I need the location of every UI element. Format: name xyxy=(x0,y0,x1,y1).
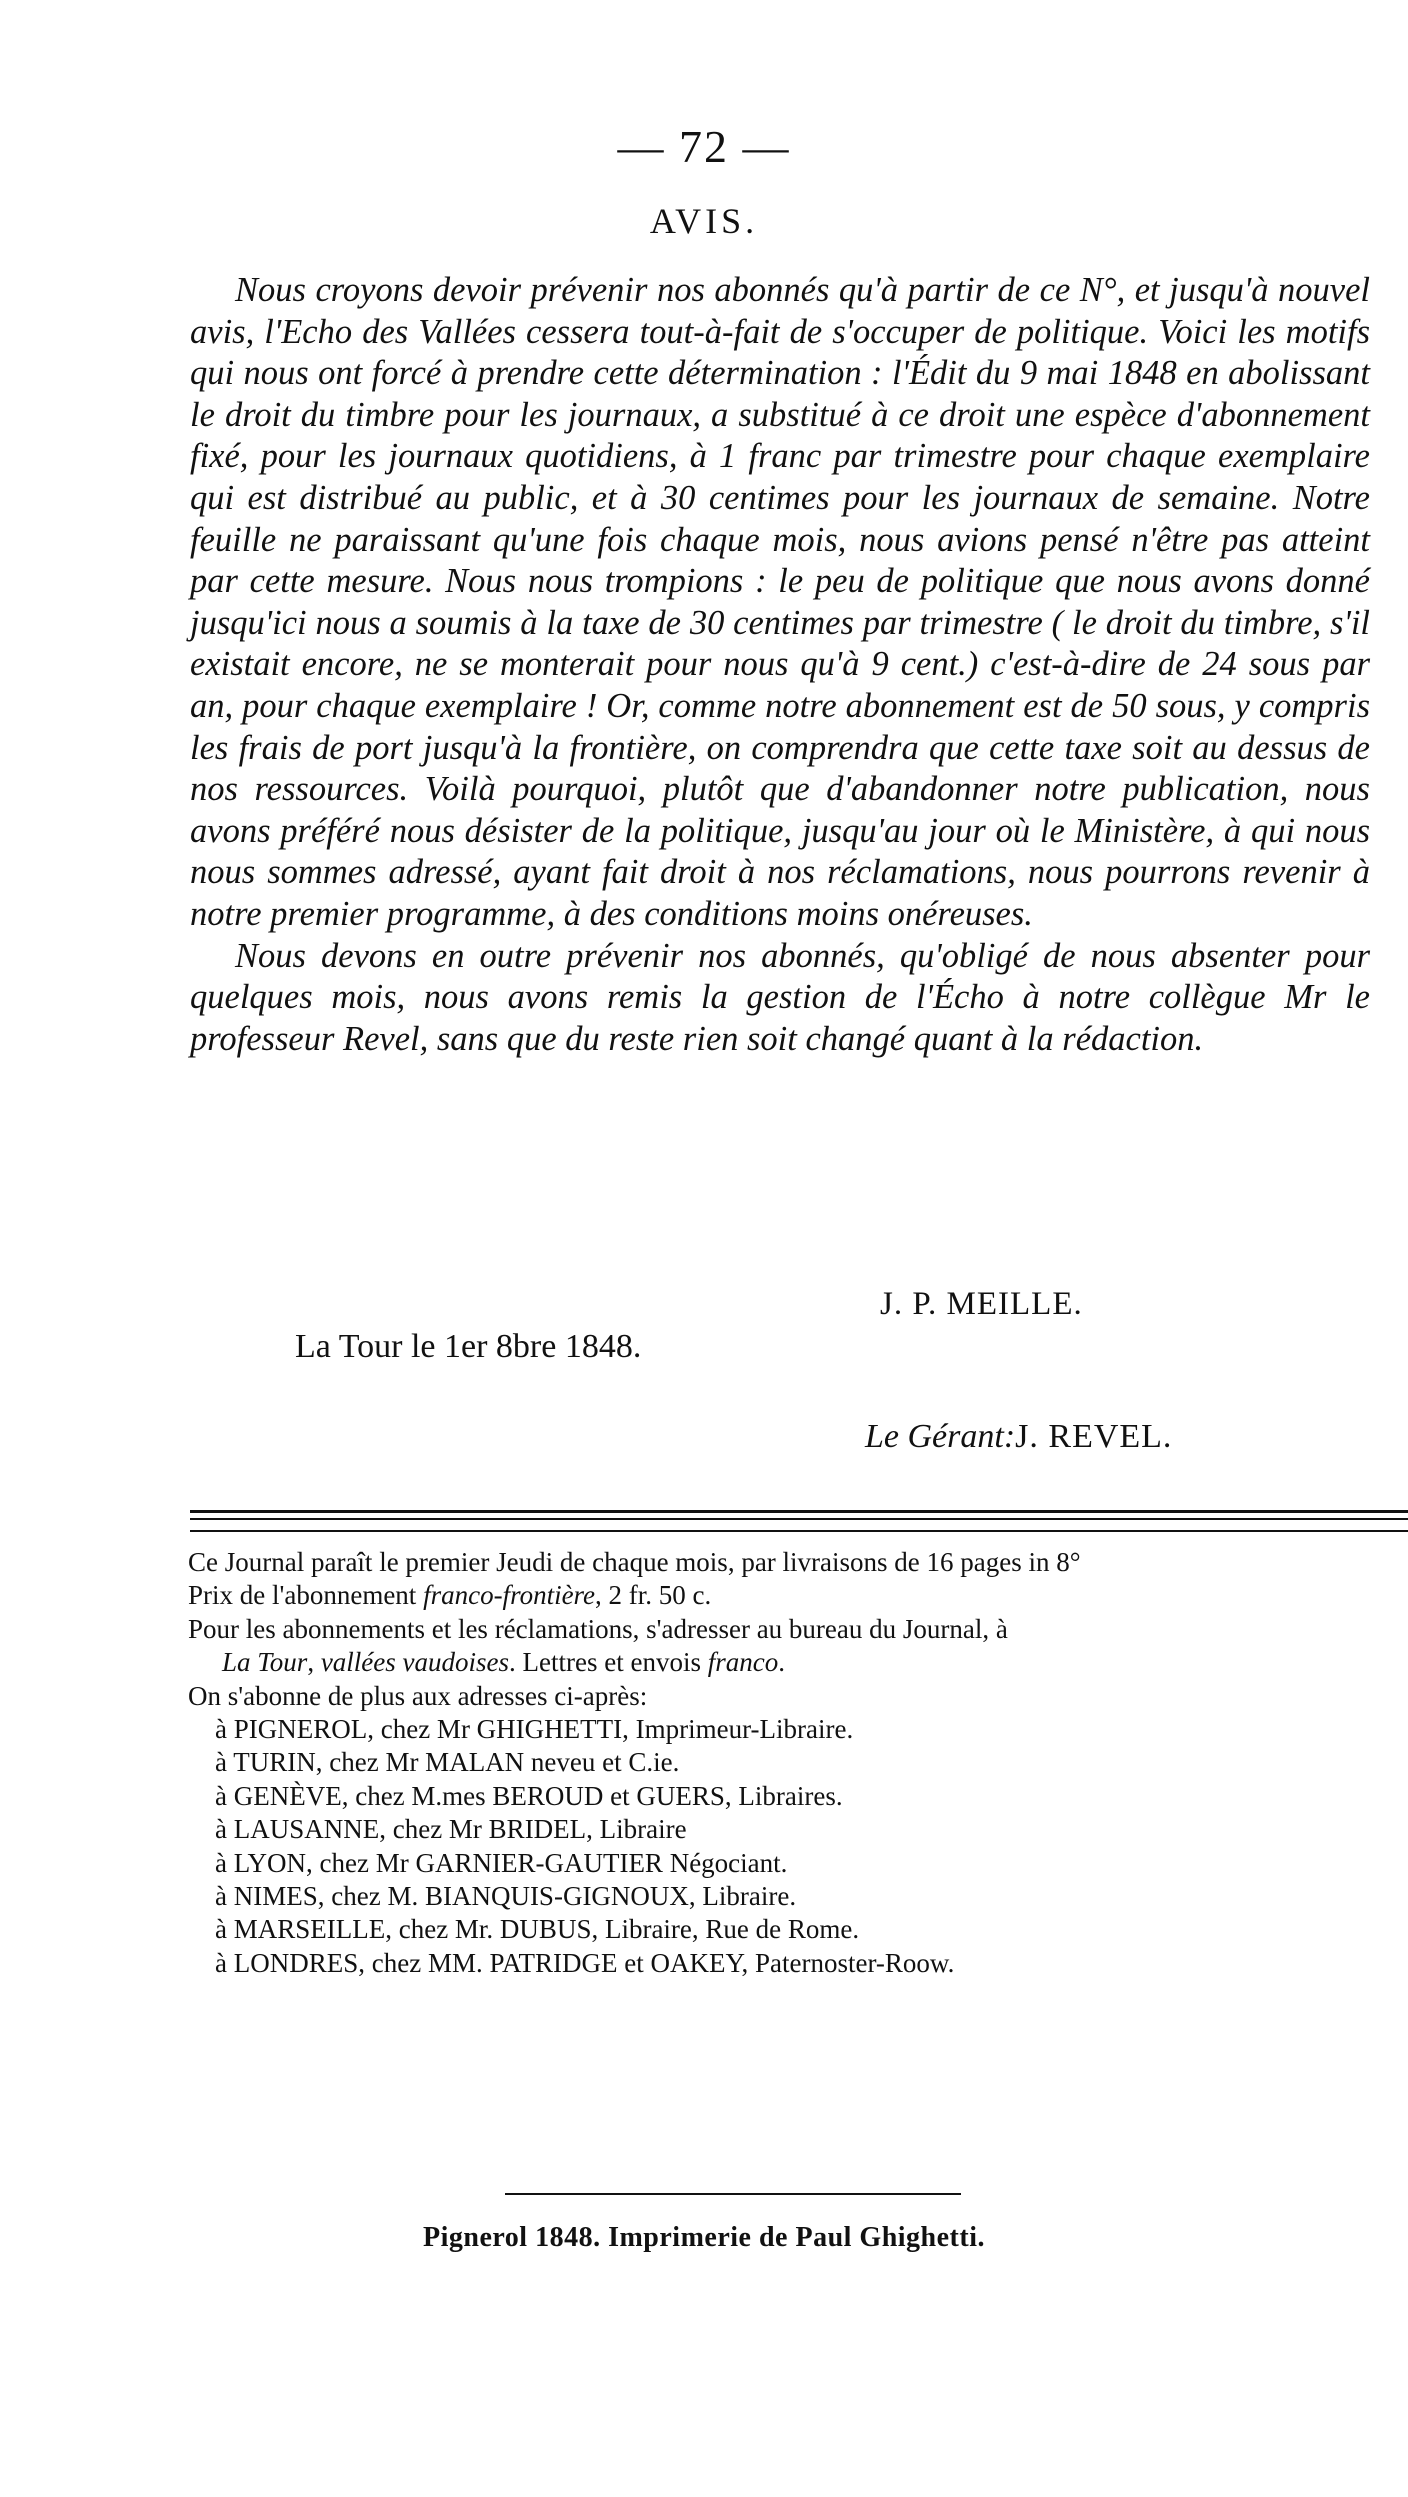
place-vallees: vallées vaudoises xyxy=(320,1647,510,1678)
period: . xyxy=(778,1647,785,1678)
price-prefix: Prix de l'abonnement xyxy=(188,1580,424,1611)
address-item: à NIMES, chez M. BIANQUIS-GIGNOUX, Libraire. xyxy=(215,1881,797,1912)
paragraph-2: Nous devons en outre prévenir nos abonnés, qu'obligé de nous absenter pour quelques mois, nous avons remis la gestion de l'Écho à notre collègue Mr le professeur Revel, sans que du reste rien soit changé quant à la rédaction. xyxy=(190,936,1370,1058)
address-item: à LAUSANNE, chez Mr BRIDEL, Libraire xyxy=(215,1814,687,1845)
notice-line-1: Ce Journal paraît le premier Jeudi de chaque mois, par livraisons de 16 pages in 8° xyxy=(188,1547,1081,1577)
printer-footer: Pignerol 1848. Imprimerie de Paul Ghighetti. xyxy=(423,2222,985,2253)
address-item: à LONDRES, chez MM. PATRIDGE et OAKEY, Paternoster-Roow. xyxy=(215,1947,955,1978)
notice-line-5: On s'abonne de plus aux adresses ci-après: xyxy=(188,1680,648,1711)
address-item: à GENÈVE, chez M.mes BEROUD et GUERS, Libraires. xyxy=(215,1780,843,1811)
price-franco-frontiere: franco-frontière xyxy=(423,1580,596,1611)
gerant-name: J. REVEL. xyxy=(1015,1418,1173,1455)
gerant-label: Le Gérant: xyxy=(865,1418,1016,1455)
paragraph-1: Nous croyons devoir prévenir nos abonnés qu'à partir de ce N°, et jusqu'à nouvel avis, l'Echo des Vallées cessera tout-à-fait de s'occuper de politique. Voici les motifs qui nous ont forcé à prendre cette détermination : l'Édit du 9 mai 1848 en abolissant le droit du timbre pour les journaux, a substitué à ce droit une espèce d'abonnement fixé, pour les journaux quotidiens, à 1 franc par trimestre pour chaque exemplaire qui est distribué au public, et à 30 centimes pour les journaux de semaine. Notre feuille ne paraissant qu'une fois chaque mois, nous avions pensé n'être pas atteint par cette mesure. Nous nous trompions : le peu de politique que nous avons donné jusqu'ici nous a soumis à la taxe de 30 centimes par trimestre ( le droit du timbre, s'il existait encore, ne se monterait pour nous qu'à 9 cent.) c'est-à-dire de 24 sous par an, pour chaque exemplaire ! Or, comme notre abonnement est de 50 sous, y compris les frais de port jusqu'à la frontière, on comprendra que cette taxe soit au dessus de nos ressources. Voilà pourquoi, plutôt que d'abandonner notre publication, nous avons préféré nous désister de la politique, jusqu'au jour où le Ministère, à qui nous nous sommes adressé, ayant fait droit à nos réclamations, nous pourrons revenir à notre premier programme, à des conditions moins onéreuses. xyxy=(190,271,1370,933)
letters-text: . Lettres et envois xyxy=(509,1647,708,1678)
notice-line-2 xyxy=(188,1579,1408,1612)
author-signature: J. P. MEILLE. xyxy=(880,1286,1083,1322)
notice-line-3: Pour les abonnements et les réclamations, s'adresser au bureau du Journal, à xyxy=(188,1613,1008,1644)
address-item: à MARSEILLE, chez Mr. DUBUS, Libraire, Rue de Rome. xyxy=(215,1914,860,1945)
page-number: — 72 — xyxy=(617,121,791,172)
double-rule-top xyxy=(190,1510,1408,1520)
comma-separator: , xyxy=(307,1647,321,1678)
address-item: à PIGNEROL, chez Mr GHIGHETTI, Imprimeur-Libraire. xyxy=(215,1714,854,1745)
notice-line-4 xyxy=(188,1646,1408,1679)
rule-bottom xyxy=(190,1530,1408,1532)
address-list xyxy=(188,1713,1408,1980)
address-item: à TURIN, chez Mr MALAN neveu et C.ie. xyxy=(215,1747,680,1778)
page-title: AVIS. xyxy=(649,201,759,241)
gerant-line xyxy=(865,1418,1172,1456)
place-date: La Tour le 1er 8bre 1848. xyxy=(295,1328,642,1365)
address-item: à LYON, chez Mr GARNIER-GAUTIER Négociant. xyxy=(215,1847,788,1878)
article-body xyxy=(190,270,1370,1060)
subscription-notice xyxy=(188,1546,1408,1980)
place-la-tour: La Tour xyxy=(222,1647,308,1678)
footer-rule xyxy=(505,2193,961,2195)
franco-word: franco xyxy=(707,1647,779,1678)
price-amount: , 2 fr. 50 c. xyxy=(595,1580,712,1611)
